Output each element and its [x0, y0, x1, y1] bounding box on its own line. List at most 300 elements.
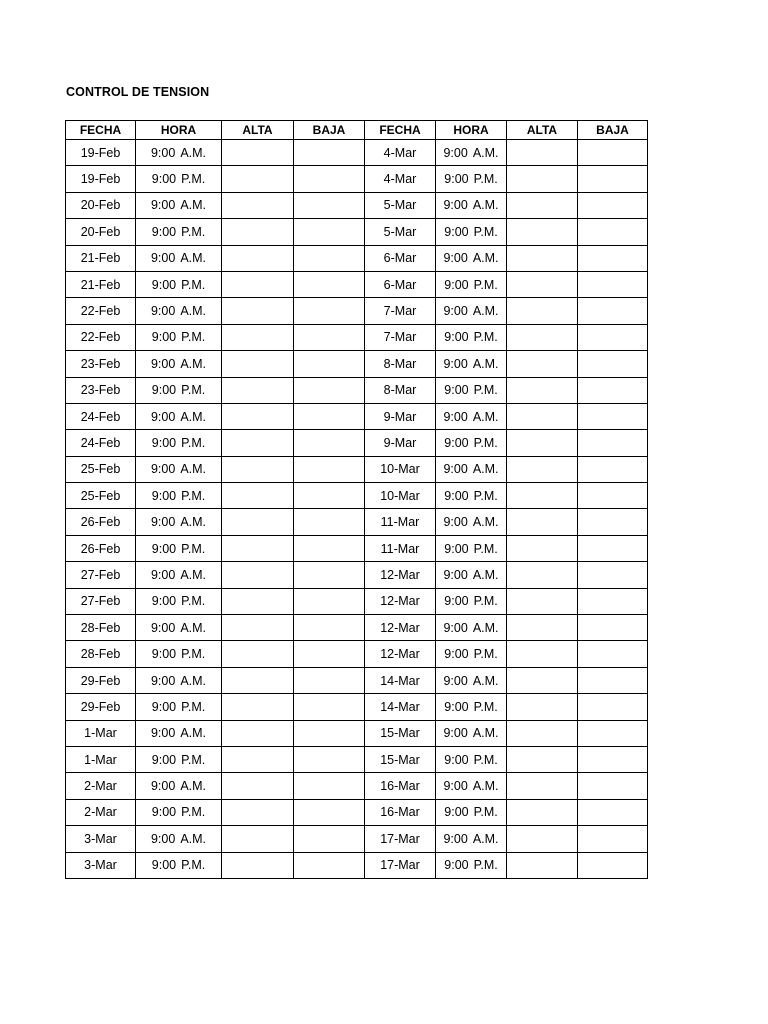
- alta-cell-left[interactable]: [222, 535, 294, 561]
- baja-cell-left[interactable]: [294, 641, 365, 667]
- baja-cell-right[interactable]: [578, 166, 648, 192]
- hora-cell-left: [136, 298, 222, 324]
- fecha-cell-right: 12-Mar: [365, 615, 436, 641]
- hora-time: 9:00: [444, 699, 469, 714]
- fecha-cell-left: 3-Mar: [66, 826, 136, 852]
- alta-cell-right[interactable]: [507, 562, 578, 588]
- alta-cell-right[interactable]: [507, 694, 578, 720]
- hora-time: 9:00: [150, 145, 176, 160]
- alta-cell-left[interactable]: [222, 509, 294, 535]
- hora-time: 9:00: [444, 224, 469, 239]
- baja-cell-right[interactable]: [578, 694, 648, 720]
- table-row: [66, 509, 648, 535]
- tension-log-table: [65, 120, 648, 879]
- baja-cell-left[interactable]: [294, 140, 365, 166]
- hora-time: 9:00: [444, 752, 469, 767]
- hora-time: 9:00: [150, 409, 176, 424]
- hora-cell-left: [136, 799, 222, 825]
- hora-cell-left: [136, 615, 222, 641]
- alta-cell-left[interactable]: [222, 298, 294, 324]
- hora-ampm: P.M.: [181, 752, 206, 767]
- hora-ampm: P.M.: [181, 858, 206, 873]
- hora-time: 9:00: [151, 435, 177, 450]
- alta-cell-left[interactable]: [222, 746, 294, 772]
- hora-ampm: P.M.: [181, 172, 206, 187]
- baja-cell-left[interactable]: [294, 324, 365, 350]
- baja-cell-right[interactable]: [578, 271, 648, 297]
- hora-time: 9:00: [151, 488, 177, 503]
- alta-cell-right[interactable]: [507, 720, 578, 746]
- header-alta-left: ALTA: [222, 121, 294, 140]
- table-row: [66, 773, 648, 799]
- baja-cell-left[interactable]: [294, 192, 365, 218]
- alta-cell-right[interactable]: [507, 140, 578, 166]
- table-row: [66, 720, 648, 746]
- hora-cell-right: [436, 694, 507, 720]
- table-row: [66, 430, 648, 456]
- hora-time: 9:00: [443, 409, 468, 424]
- hora-ampm: P.M.: [181, 805, 206, 820]
- baja-cell-left[interactable]: [294, 430, 365, 456]
- alta-cell-left[interactable]: [222, 615, 294, 641]
- baja-cell-left[interactable]: [294, 351, 365, 377]
- baja-cell-right[interactable]: [578, 746, 648, 772]
- baja-cell-left[interactable]: [294, 271, 365, 297]
- hora-ampm: P.M.: [473, 330, 498, 345]
- alta-cell-left[interactable]: [222, 271, 294, 297]
- table-row: [66, 245, 648, 271]
- hora-ampm: A.M.: [472, 620, 499, 635]
- baja-cell-right[interactable]: [578, 140, 648, 166]
- hora-time: 9:00: [150, 567, 176, 582]
- fecha-cell-right: 11-Mar: [365, 535, 436, 561]
- alta-cell-right[interactable]: [507, 245, 578, 271]
- table-row: [66, 166, 648, 192]
- baja-cell-left[interactable]: [294, 694, 365, 720]
- hora-ampm: P.M.: [181, 224, 206, 239]
- baja-cell-left[interactable]: [294, 720, 365, 746]
- hora-ampm: P.M.: [473, 541, 498, 556]
- hora-ampm: P.M.: [181, 383, 206, 398]
- hora-cell-right: [436, 826, 507, 852]
- fecha-cell-right: 12-Mar: [365, 562, 436, 588]
- hora-cell-left: [136, 324, 222, 350]
- alta-cell-right[interactable]: [507, 588, 578, 614]
- fecha-cell-left: 22-Feb: [66, 298, 136, 324]
- table-row: [66, 615, 648, 641]
- baja-cell-right[interactable]: [578, 826, 648, 852]
- hora-ampm: P.M.: [473, 488, 498, 503]
- baja-cell-right[interactable]: [578, 562, 648, 588]
- hora-cell-right: [436, 271, 507, 297]
- baja-cell-right[interactable]: [578, 245, 648, 271]
- alta-cell-left[interactable]: [222, 219, 294, 245]
- hora-time: 9:00: [444, 488, 469, 503]
- alta-cell-right[interactable]: [507, 166, 578, 192]
- hora-cell-right: [436, 535, 507, 561]
- hora-time: 9:00: [150, 779, 176, 794]
- table-row: [66, 826, 648, 852]
- table-header-row: [66, 121, 648, 140]
- baja-cell-right[interactable]: [578, 192, 648, 218]
- alta-cell-left[interactable]: [222, 245, 294, 271]
- fecha-cell-left: 25-Feb: [66, 456, 136, 482]
- hora-ampm: A.M.: [472, 145, 499, 160]
- hora-ampm: A.M.: [180, 779, 207, 794]
- fecha-cell-right: 7-Mar: [365, 298, 436, 324]
- hora-ampm: A.M.: [472, 356, 499, 371]
- alta-cell-left[interactable]: [222, 483, 294, 509]
- hora-cell-right: [436, 562, 507, 588]
- baja-cell-left[interactable]: [294, 298, 365, 324]
- fecha-cell-right: 10-Mar: [365, 456, 436, 482]
- hora-ampm: A.M.: [472, 831, 499, 846]
- alta-cell-right[interactable]: [507, 219, 578, 245]
- alta-cell-right[interactable]: [507, 456, 578, 482]
- hora-ampm: A.M.: [180, 304, 207, 319]
- baja-cell-left[interactable]: [294, 219, 365, 245]
- baja-cell-left[interactable]: [294, 483, 365, 509]
- hora-cell-left: [136, 351, 222, 377]
- hora-ampm: A.M.: [472, 198, 499, 213]
- hora-time: 9:00: [151, 858, 177, 873]
- alta-cell-left[interactable]: [222, 562, 294, 588]
- hora-cell-right: [436, 509, 507, 535]
- alta-cell-right[interactable]: [507, 298, 578, 324]
- baja-cell-right[interactable]: [578, 588, 648, 614]
- hora-cell-right: [436, 773, 507, 799]
- hora-time: 9:00: [443, 145, 468, 160]
- hora-cell-left: [136, 140, 222, 166]
- hora-ampm: A.M.: [180, 409, 207, 424]
- baja-cell-right[interactable]: [578, 483, 648, 509]
- alta-cell-right[interactable]: [507, 799, 578, 825]
- hora-cell-right: [436, 641, 507, 667]
- hora-ampm: A.M.: [180, 462, 207, 477]
- header-hora-left: HORA: [136, 121, 222, 140]
- hora-time: 9:00: [151, 594, 177, 609]
- hora-cell-right: [436, 351, 507, 377]
- fecha-cell-left: 20-Feb: [66, 219, 136, 245]
- hora-time: 9:00: [444, 858, 469, 873]
- alta-cell-left[interactable]: [222, 456, 294, 482]
- baja-cell-left[interactable]: [294, 799, 365, 825]
- hora-cell-left: [136, 535, 222, 561]
- hora-cell-left: [136, 219, 222, 245]
- hora-cell-left: [136, 720, 222, 746]
- fecha-cell-right: 17-Mar: [365, 852, 436, 878]
- hora-time: 9:00: [443, 198, 468, 213]
- alta-cell-right[interactable]: [507, 641, 578, 667]
- hora-time: 9:00: [443, 515, 468, 530]
- baja-cell-left[interactable]: [294, 746, 365, 772]
- hora-time: 9:00: [443, 304, 468, 319]
- hora-time: 9:00: [151, 277, 177, 292]
- fecha-cell-left: 2-Mar: [66, 799, 136, 825]
- hora-cell-right: [436, 720, 507, 746]
- hora-time: 9:00: [444, 172, 469, 187]
- fecha-cell-right: 16-Mar: [365, 799, 436, 825]
- alta-cell-left[interactable]: [222, 641, 294, 667]
- alta-cell-left[interactable]: [222, 351, 294, 377]
- baja-cell-left[interactable]: [294, 615, 365, 641]
- hora-time: 9:00: [150, 462, 176, 477]
- fecha-cell-left: 26-Feb: [66, 535, 136, 561]
- hora-time: 9:00: [150, 673, 176, 688]
- fecha-cell-right: 16-Mar: [365, 773, 436, 799]
- hora-time: 9:00: [444, 805, 469, 820]
- fecha-cell-right: 15-Mar: [365, 720, 436, 746]
- alta-cell-right[interactable]: [507, 377, 578, 403]
- fecha-cell-left: 20-Feb: [66, 192, 136, 218]
- hora-ampm: P.M.: [473, 752, 498, 767]
- table-row: [66, 641, 648, 667]
- hora-ampm: A.M.: [472, 515, 499, 530]
- hora-ampm: A.M.: [180, 145, 207, 160]
- hora-ampm: A.M.: [180, 356, 207, 371]
- hora-cell-right: [436, 799, 507, 825]
- alta-cell-right[interactable]: [507, 773, 578, 799]
- hora-time: 9:00: [151, 805, 177, 820]
- hora-time: 9:00: [443, 462, 468, 477]
- hora-ampm: P.M.: [181, 277, 206, 292]
- baja-cell-right[interactable]: [578, 298, 648, 324]
- table-row: [66, 588, 648, 614]
- hora-ampm: P.M.: [181, 488, 206, 503]
- hora-time: 9:00: [443, 251, 468, 266]
- hora-cell-right: [436, 245, 507, 271]
- header-fecha-left: FECHA: [66, 121, 136, 140]
- hora-ampm: P.M.: [181, 647, 206, 662]
- alta-cell-right[interactable]: [507, 351, 578, 377]
- alta-cell-left[interactable]: [222, 694, 294, 720]
- hora-cell-left: [136, 245, 222, 271]
- alta-cell-right[interactable]: [507, 667, 578, 693]
- hora-time: 9:00: [150, 198, 176, 213]
- hora-ampm: A.M.: [180, 673, 207, 688]
- fecha-cell-left: 27-Feb: [66, 562, 136, 588]
- alta-cell-right[interactable]: [507, 271, 578, 297]
- fecha-cell-right: 5-Mar: [365, 219, 436, 245]
- fecha-cell-right: 4-Mar: [365, 166, 436, 192]
- fecha-cell-left: 28-Feb: [66, 615, 136, 641]
- hora-cell-right: [436, 219, 507, 245]
- hora-time: 9:00: [151, 647, 177, 662]
- hora-cell-right: [436, 403, 507, 429]
- hora-cell-right: [436, 324, 507, 350]
- hora-ampm: A.M.: [180, 198, 207, 213]
- fecha-cell-left: 21-Feb: [66, 245, 136, 271]
- hora-time: 9:00: [151, 224, 177, 239]
- baja-cell-right[interactable]: [578, 509, 648, 535]
- fecha-cell-left: 24-Feb: [66, 430, 136, 456]
- hora-time: 9:00: [151, 541, 177, 556]
- baja-cell-left[interactable]: [294, 562, 365, 588]
- alta-cell-right[interactable]: [507, 430, 578, 456]
- baja-cell-right[interactable]: [578, 324, 648, 350]
- hora-time: 9:00: [443, 726, 468, 741]
- hora-time: 9:00: [151, 172, 177, 187]
- fecha-cell-left: 23-Feb: [66, 351, 136, 377]
- fecha-cell-right: 8-Mar: [365, 351, 436, 377]
- hora-ampm: P.M.: [181, 699, 206, 714]
- hora-ampm: P.M.: [473, 858, 498, 873]
- alta-cell-right[interactable]: [507, 324, 578, 350]
- alta-cell-left[interactable]: [222, 166, 294, 192]
- hora-ampm: P.M.: [473, 435, 498, 450]
- hora-cell-right: [436, 192, 507, 218]
- fecha-cell-right: 17-Mar: [365, 826, 436, 852]
- hora-cell-left: [136, 826, 222, 852]
- fecha-cell-left: 24-Feb: [66, 403, 136, 429]
- baja-cell-left[interactable]: [294, 377, 365, 403]
- baja-cell-left[interactable]: [294, 588, 365, 614]
- hora-ampm: P.M.: [473, 383, 498, 398]
- baja-cell-right[interactable]: [578, 535, 648, 561]
- hora-cell-left: [136, 166, 222, 192]
- alta-cell-left[interactable]: [222, 852, 294, 878]
- table-row: [66, 746, 648, 772]
- header-fecha-right: FECHA: [365, 121, 436, 140]
- fecha-cell-right: 8-Mar: [365, 377, 436, 403]
- baja-cell-right[interactable]: [578, 377, 648, 403]
- table-row: [66, 483, 648, 509]
- baja-cell-right[interactable]: [578, 799, 648, 825]
- fecha-cell-right: 5-Mar: [365, 192, 436, 218]
- hora-cell-left: [136, 588, 222, 614]
- hora-time: 9:00: [443, 831, 468, 846]
- baja-cell-right[interactable]: [578, 667, 648, 693]
- hora-time: 9:00: [150, 831, 176, 846]
- baja-cell-right[interactable]: [578, 351, 648, 377]
- alta-cell-left[interactable]: [222, 588, 294, 614]
- alta-cell-right[interactable]: [507, 535, 578, 561]
- baja-cell-left[interactable]: [294, 535, 365, 561]
- alta-cell-left[interactable]: [222, 667, 294, 693]
- hora-ampm: P.M.: [473, 699, 498, 714]
- hora-ampm: P.M.: [473, 277, 498, 292]
- hora-time: 9:00: [151, 752, 177, 767]
- hora-ampm: A.M.: [472, 726, 499, 741]
- fecha-cell-right: 12-Mar: [365, 588, 436, 614]
- hora-cell-right: [436, 456, 507, 482]
- table-row: [66, 192, 648, 218]
- table-row: [66, 140, 648, 166]
- hora-cell-right: [436, 166, 507, 192]
- hora-time: 9:00: [444, 541, 469, 556]
- alta-cell-left[interactable]: [222, 826, 294, 852]
- baja-cell-left[interactable]: [294, 667, 365, 693]
- table-body: [66, 140, 648, 879]
- table-row: [66, 799, 648, 825]
- hora-time: 9:00: [150, 251, 176, 266]
- hora-ampm: A.M.: [472, 462, 499, 477]
- hora-cell-left: [136, 773, 222, 799]
- table-row: [66, 562, 648, 588]
- baja-cell-left[interactable]: [294, 403, 365, 429]
- baja-cell-right[interactable]: [578, 773, 648, 799]
- fecha-cell-left: 29-Feb: [66, 667, 136, 693]
- alta-cell-left[interactable]: [222, 799, 294, 825]
- table-row: [66, 219, 648, 245]
- alta-cell-left[interactable]: [222, 324, 294, 350]
- hora-time: 9:00: [150, 515, 176, 530]
- hora-ampm: A.M.: [472, 251, 499, 266]
- hora-cell-left: [136, 430, 222, 456]
- hora-time: 9:00: [443, 779, 468, 794]
- table-row: [66, 351, 648, 377]
- baja-cell-right[interactable]: [578, 615, 648, 641]
- hora-cell-right: [436, 140, 507, 166]
- hora-ampm: P.M.: [473, 647, 498, 662]
- alta-cell-right[interactable]: [507, 826, 578, 852]
- hora-ampm: A.M.: [472, 567, 499, 582]
- baja-cell-right[interactable]: [578, 219, 648, 245]
- baja-cell-left[interactable]: [294, 456, 365, 482]
- alta-cell-right[interactable]: [507, 192, 578, 218]
- fecha-cell-right: 6-Mar: [365, 271, 436, 297]
- alta-cell-left[interactable]: [222, 720, 294, 746]
- fecha-cell-left: 1-Mar: [66, 746, 136, 772]
- baja-cell-right[interactable]: [578, 430, 648, 456]
- fecha-cell-left: 1-Mar: [66, 720, 136, 746]
- fecha-cell-right: 14-Mar: [365, 667, 436, 693]
- baja-cell-left[interactable]: [294, 509, 365, 535]
- baja-cell-left[interactable]: [294, 773, 365, 799]
- baja-cell-left[interactable]: [294, 826, 365, 852]
- baja-cell-right[interactable]: [578, 641, 648, 667]
- alta-cell-left[interactable]: [222, 430, 294, 456]
- baja-cell-left[interactable]: [294, 245, 365, 271]
- alta-cell-right[interactable]: [507, 509, 578, 535]
- alta-cell-right[interactable]: [507, 615, 578, 641]
- hora-time: 9:00: [443, 356, 468, 371]
- hora-ampm: A.M.: [180, 515, 207, 530]
- header-baja-left: BAJA: [294, 121, 365, 140]
- fecha-cell-left: 19-Feb: [66, 166, 136, 192]
- baja-cell-right[interactable]: [578, 852, 648, 878]
- table-row: [66, 324, 648, 350]
- hora-cell-right: [436, 483, 507, 509]
- baja-cell-left[interactable]: [294, 166, 365, 192]
- fecha-cell-left: 19-Feb: [66, 140, 136, 166]
- baja-cell-right[interactable]: [578, 403, 648, 429]
- alta-cell-right[interactable]: [507, 746, 578, 772]
- hora-cell-right: [436, 588, 507, 614]
- alta-cell-right[interactable]: [507, 403, 578, 429]
- alta-cell-right[interactable]: [507, 483, 578, 509]
- table-row: [66, 403, 648, 429]
- alta-cell-left[interactable]: [222, 140, 294, 166]
- hora-time: 9:00: [444, 330, 469, 345]
- hora-ampm: A.M.: [472, 409, 499, 424]
- alta-cell-left[interactable]: [222, 403, 294, 429]
- baja-cell-right[interactable]: [578, 720, 648, 746]
- hora-cell-right: [436, 667, 507, 693]
- alta-cell-left[interactable]: [222, 773, 294, 799]
- baja-cell-left[interactable]: [294, 852, 365, 878]
- fecha-cell-left: 27-Feb: [66, 588, 136, 614]
- hora-ampm: A.M.: [180, 251, 207, 266]
- hora-cell-left: [136, 562, 222, 588]
- alta-cell-left[interactable]: [222, 377, 294, 403]
- alta-cell-right[interactable]: [507, 852, 578, 878]
- hora-cell-left: [136, 456, 222, 482]
- alta-cell-left[interactable]: [222, 192, 294, 218]
- hora-ampm: A.M.: [180, 620, 207, 635]
- hora-ampm: P.M.: [473, 224, 498, 239]
- baja-cell-right[interactable]: [578, 456, 648, 482]
